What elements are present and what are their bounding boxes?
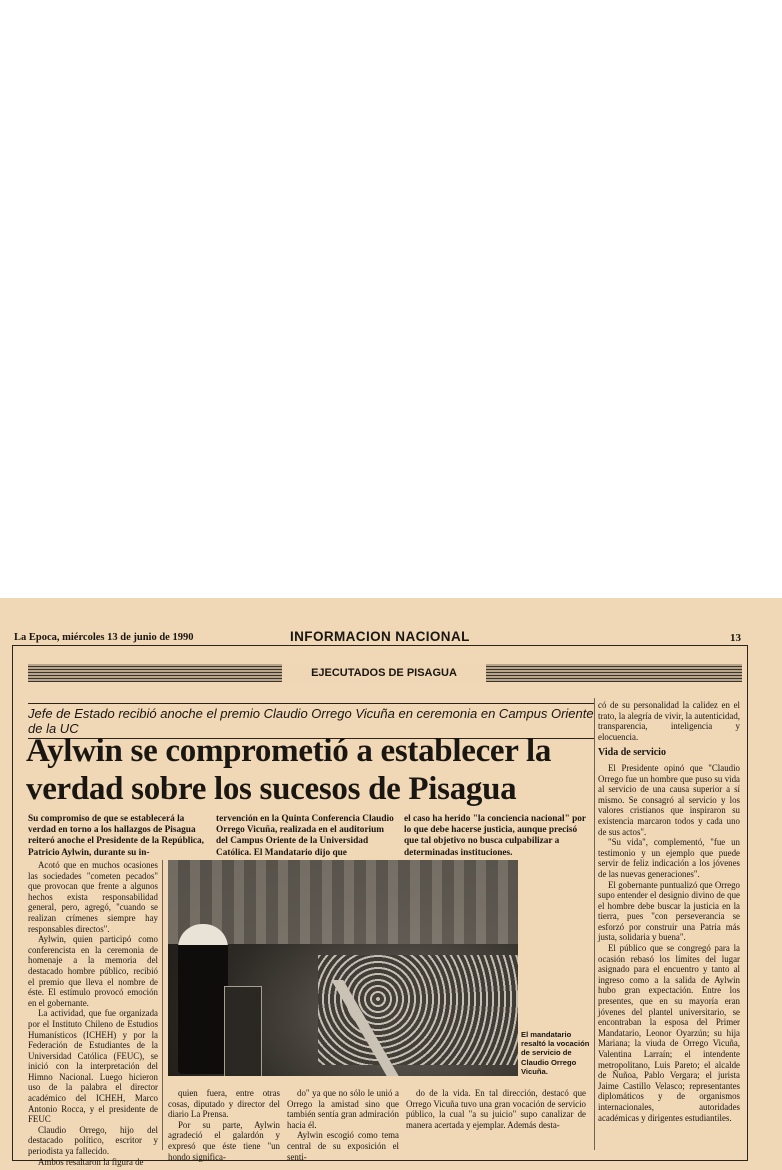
running-header-section: INFORMACION NACIONAL	[290, 629, 470, 644]
body-column-2	[168, 1088, 280, 1162]
column-rule	[162, 860, 163, 1150]
headline	[26, 732, 594, 808]
lead-col-3: el caso ha herido "la conciencia nacional" por lo que debe hacerse justicia, aunque precisó que tal objetivo no busca culpabilizar a determinadas instituciones.	[404, 814, 586, 858]
side-column-rule	[594, 698, 595, 1150]
body-column-4	[406, 1088, 586, 1130]
photo-speaker	[178, 924, 228, 1074]
headline-line-1: Aylwin se comprometió a establecer la	[26, 733, 552, 769]
side-intro: có de su personalidad la calidez en el trato, la alegría de vivir, la autenticidad, transparencia, inteligencia y elocuencia.	[598, 700, 740, 742]
page-number: 13	[730, 632, 741, 644]
paragraph: Ambos resaltaron la figura de	[38, 1156, 144, 1167]
paragraph: Claudio Orrego, hijo del destacado político, escritor y periodista ya fallecido.	[28, 1124, 158, 1157]
photo-caption: El mandatario resaltó la vocación de servicio de Claudio Orrego Vicuña.	[521, 1030, 590, 1076]
paragraph: El Presidente opinó que "Claudio Orrego fue un hombre que puso su vida al servicio de una causa superior a sí mismo. Se consagró al servicio y los valores cristianos que inspiraron su existencia marcaron todos y cada uno de sus actos".	[598, 762, 740, 837]
running-header-date: La Epoca, miércoles 13 de junio de 1990	[14, 632, 194, 643]
side-column	[598, 700, 740, 1123]
headline-line-2: verdad sobre los sucesos de Pisagua	[26, 771, 517, 807]
photo-podium	[224, 986, 262, 1076]
paragraph: El gobernante puntualizó que Orrego supo entender el designio divino de que el hombre debe buscar la justicia en la tierra, pues "con perseverancia se esforzó por construir una Patria más justa, solidaria y buena".	[598, 879, 740, 943]
section-label: EJECUTADOS DE PISAGUA	[282, 664, 486, 682]
body-column-3	[287, 1088, 399, 1162]
paragraph: do de la vida. En tal dirección, destacó que Orrego Vicuña tuvo una gran vocación de servicio público, la cual "a su juicio" supo canalizar de manera acertada y ejemplar. Además desta-	[406, 1088, 586, 1130]
paragraph: Acotó que en muchos ocasiones las sociedades "cometen pecados" que provocan que frente a algunos hechos exista responsabilidad general, pero, agregó, "cuando se realizan crímenes siempre hay responsables directos".	[28, 860, 158, 934]
kicker: Jefe de Estado recibió anoche el premio Claudio Orrego Vicuña en ceremonia en Campus Oriente de la UC	[28, 703, 594, 739]
body-column-1	[28, 860, 158, 1167]
side-subhead: Vida de servicio	[598, 747, 666, 759]
paragraph: El público que se congregó para la ocasión rebasó los límites del lugar asignado para el encuentro y tanto al ingreso como a la salida de Aylwin hubo gran expectación. Entre los presentes, que en su mayoría eran jóvenes del plantel universitario, se encontraban la esposa del Primer Mandatario, Leonor Oyarzún; su hija Mariana; la viuda de Orrego Vicuña, Valentina Larraín; el intendente metropolitano, Luis Pareto; el alcalde de Ñuñoa, Pablo Vergara; el jurista Jaime Castillo Velasco; representantes diplomáticos y de organismos internacionales, autoridades académicas y dirigentes estudiantiles.	[598, 943, 740, 1123]
lead-col-1: Su compromiso de que se establecerá la verdad en torno a los hallazgos de Pisagua reiteró anoche el Presidente de la República, Patricio Aylwin, durante su in-	[28, 814, 205, 858]
paragraph: Aylwin, quien participó como conferencista en la ceremonia de homenaje a la memoria del destacado hombre público, recibió el premio que lleva el nombre de éste. El estímulo provocó emoción en el gobernante.	[28, 934, 158, 1008]
paragraph: La actividad, que fue organizada por el Instituto Chileno de Estudios Humanísticos (ICHEH) y por la Federación de Estudiantes de la Universidad Católica (FEUC), se inició con la interpretación del Himno Nacional. Luego hicieron uso de la palabra el director académico del ICHEH, Marco Antonio Rocca, y el presidente de FEUC	[28, 1008, 158, 1125]
paragraph: Por su parte, Aylwin agradeció el galardón y expresó que éste tiene "un hondo significa-	[168, 1119, 280, 1162]
paragraph: "Su vida", complementó, "fue un testimonio y un ejemplo que puede servir de feliz indicación a los jóvenes de las nuevas generaciones".	[598, 837, 740, 879]
paragraph: quien fuera, entre otras cosas, diputado y director del diario La Prensa.	[168, 1088, 280, 1120]
news-photo	[168, 860, 518, 1076]
paragraph: Aylwin escogió como tema central de su exposición el senti-	[287, 1130, 399, 1162]
lead-col-2: tervención en la Quinta Conferencia Claudio Orrego Vicuña, realizada en el auditorium del Campus Oriente de la Universidad Católica. El Mandatario dijo que	[216, 814, 394, 858]
paragraph: do" ya que no sólo le unió a Orrego la amistad sino que también sentía gran admiración hacia él.	[287, 1088, 399, 1130]
